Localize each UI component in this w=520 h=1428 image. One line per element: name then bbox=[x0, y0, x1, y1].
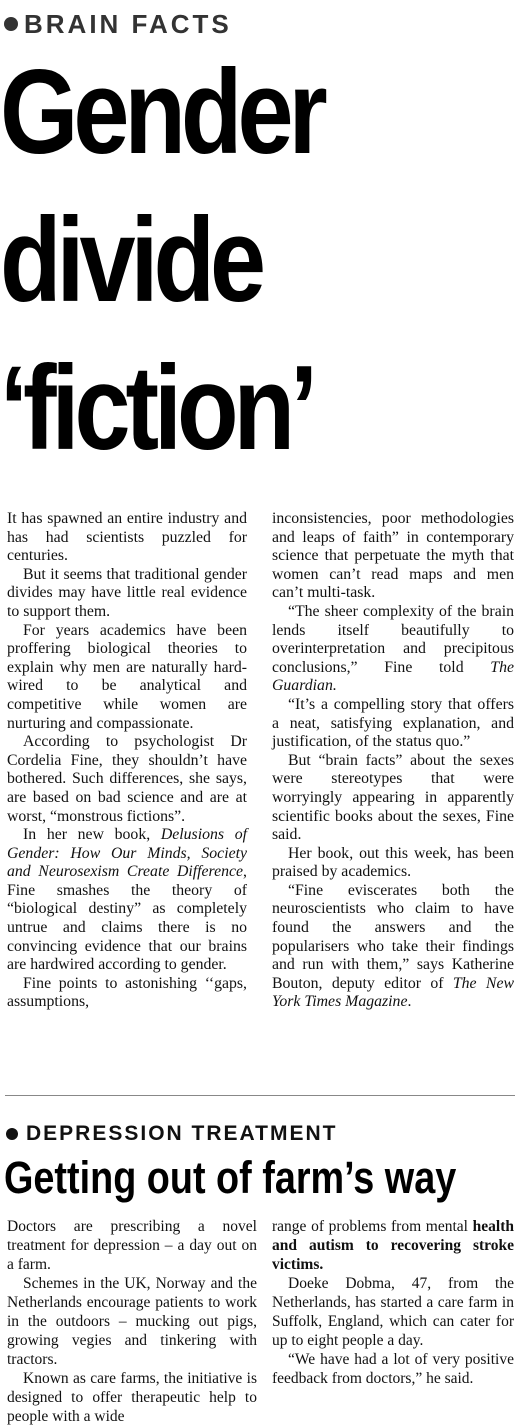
publication-name: The Guardian. bbox=[272, 658, 514, 695]
section-divider bbox=[5, 1095, 515, 1096]
article1-column-1 bbox=[7, 510, 247, 1012]
paragraph: inconsistencies, poor methodologies and leaps of faith” in contemporary science that perpetuate the myth that women can’t read maps and men can’t multi-task. bbox=[272, 510, 514, 602]
text-run: . bbox=[407, 993, 412, 1011]
text-run: , Fine smashes the theory of “biological destiny” as completely untrue and claims there is no convincing evidence that our brains are hardwired according to gender. bbox=[7, 863, 247, 974]
headline-line: ‘fiction’ bbox=[0, 341, 314, 475]
book-title: Delusions of Gender: How Our Minds, Society and Neurosexism Create Difference bbox=[7, 826, 247, 881]
paragraph: Known as care farms, the initiative is designed to offer therapeutic help to people with a wide bbox=[7, 1370, 257, 1425]
headline-gender-divide bbox=[0, 38, 437, 482]
paragraph: Her book, out this week, has been praised by academics. bbox=[272, 844, 514, 881]
headline-farm: Getting out of farm’s way bbox=[4, 1152, 457, 1203]
paragraph: But it seems that traditional gender divides may have little real evidence to support them. bbox=[7, 565, 247, 620]
paragraph: “We have had a lot of very positive feedback from doctors,” he said. bbox=[272, 1351, 514, 1387]
paragraph bbox=[272, 1217, 514, 1274]
paragraph: According to psychologist Dr Cordelia Fine, they shouldn’t have bothered. Such differences, she says, are based on bad science and are at worst, “monstrous fictions”. bbox=[7, 733, 247, 825]
section-kicker-depression bbox=[6, 1122, 337, 1146]
paragraph: Doctors are prescribing a novel treatment for depression – a day out on a farm. bbox=[7, 1218, 257, 1273]
paragraph bbox=[272, 882, 514, 1012]
paragraph bbox=[272, 603, 514, 696]
kicker-label: DEPRESSION TREATMENT bbox=[26, 1122, 338, 1145]
text-run: “The sheer complexity of the brain lends itself beautifully to overinterpretation and precipitous conclusions,” Fine told bbox=[272, 602, 514, 676]
article2-column-1 bbox=[7, 1217, 257, 1426]
kicker-label: BRAIN FACTS bbox=[24, 8, 232, 39]
paragraph: Fine points to astonishing ‘‘gaps, assumptions, bbox=[7, 974, 247, 1011]
headline-line: divide bbox=[0, 193, 262, 327]
paragraph: It has spawned an entire industry and has had scientists puzzled for centuries. bbox=[7, 510, 247, 565]
section-kicker-brain-facts bbox=[4, 6, 232, 42]
bullet-icon bbox=[6, 1128, 18, 1140]
paragraph: For years academics have been proffering biological theories to explain why men are naturally hard-wired to be analytical and competitive while women are nurturing and compassionate. bbox=[7, 621, 247, 732]
paragraph: Schemes in the UK, Norway and the Netherlands encourage patients to work in the outdoors – mucking out pigs, growing vegies and tinkering with tractors. bbox=[7, 1275, 257, 1368]
highlighted-text: health and autism to recovering stroke victims. bbox=[272, 1218, 514, 1273]
paragraph: Doeke Dobma, 47, from the Netherlands, has started a care farm in Suffolk, England, which can cater for up to eight people a day. bbox=[272, 1275, 514, 1349]
text-run: range of problems from mental bbox=[272, 1218, 473, 1235]
paragraph: But “brain facts” about the sexes were stereotypes that were worryingly appearing in apparently scientific books about the sexes, Fine said. bbox=[272, 751, 514, 844]
bullet-icon bbox=[4, 17, 18, 31]
publication-name: The New York Times Magazine bbox=[272, 974, 515, 1011]
headline-line: Gender bbox=[0, 45, 323, 179]
text-run: “Fine eviscerates both the neuroscientists who claim to have found the answers and the popularisers who take their findings and run with them,” says Katherine Bouton, deputy editor of bbox=[272, 881, 514, 992]
paragraph: “It’s a compelling story that offers a neat, satisfying explanation, and justification, of the status quo.” bbox=[272, 695, 514, 751]
article1-column-2 bbox=[272, 510, 514, 1012]
paragraph bbox=[7, 826, 247, 975]
article2-column-2 bbox=[272, 1217, 514, 1388]
text-run: In her new book, bbox=[23, 826, 161, 844]
